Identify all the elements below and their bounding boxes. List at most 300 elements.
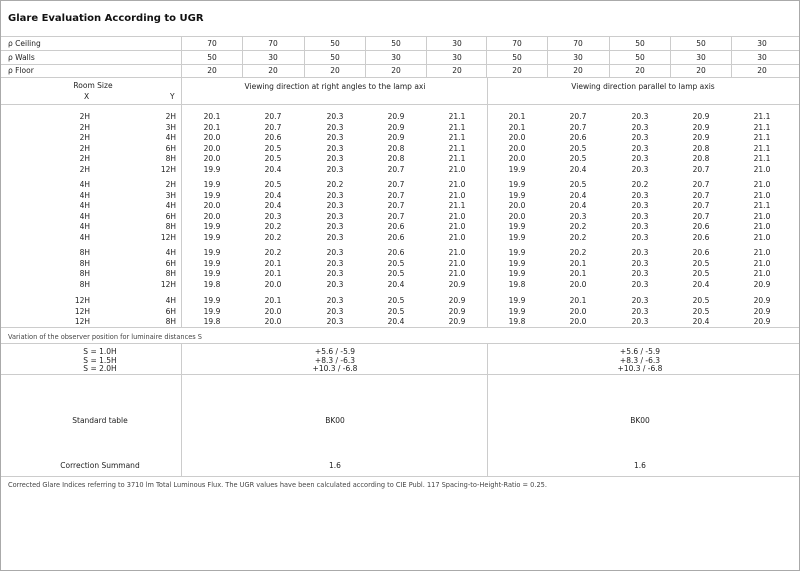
value-cell: 30 [391, 53, 401, 62]
room-y: 2H [165, 180, 176, 189]
value-cell: 20.4 [569, 190, 587, 200]
value-cell: 20.0 [508, 201, 526, 210]
divider [1, 50, 799, 51]
correction-right: 1.6 [634, 461, 646, 470]
room-y: 4H [165, 201, 176, 210]
value-cell: 20.1 [264, 296, 282, 305]
value-cell: 20.4 [387, 279, 405, 289]
value-cell: 19.9 [203, 269, 221, 278]
value-cell: 20.6 [692, 248, 710, 257]
room-x: 2H [79, 122, 90, 132]
value-cell: 20.9 [692, 122, 710, 132]
value-cell: 20.3 [631, 306, 649, 316]
value-cell: 20.8 [387, 143, 405, 153]
value-cell: 20 [452, 66, 462, 75]
divider [1, 476, 799, 477]
divider [1, 36, 799, 37]
value-cell: 20.6 [692, 222, 710, 231]
value-cell: 30 [757, 53, 767, 62]
value-cell: 50 [635, 53, 645, 62]
value-cell: 19.9 [203, 232, 221, 242]
value-cell: 20.1 [203, 112, 221, 121]
value-cell: 20.3 [631, 112, 649, 121]
divider [487, 77, 488, 327]
value-cell: 19.9 [508, 269, 526, 278]
room-y: 12H [160, 279, 176, 289]
value-cell: 20.3 [631, 154, 649, 163]
x-header: X [84, 92, 90, 101]
room-x: 2H [79, 112, 90, 121]
standard-table-right: BK00 [630, 416, 650, 425]
variation-left: +8.3 / -6.3 [314, 355, 356, 365]
value-cell: 20.0 [203, 133, 221, 142]
value-cell: 20.5 [387, 296, 405, 305]
value-cell: 19.9 [508, 248, 526, 257]
value-cell: 21.0 [753, 164, 771, 174]
room-x: 4H [79, 222, 90, 231]
value-cell: 20.3 [326, 306, 344, 316]
value-cell: 20.9 [387, 112, 405, 121]
value-cell: 20.3 [631, 190, 649, 200]
value-cell: 21.0 [448, 180, 466, 189]
divider [1, 77, 799, 78]
value-cell: 21.1 [448, 112, 466, 121]
room-y: 12H [160, 232, 176, 242]
room-x: 2H [79, 133, 90, 142]
value-cell: 70 [207, 39, 217, 48]
value-cell: 20.5 [692, 258, 710, 268]
value-cell: 20.3 [631, 143, 649, 153]
value-cell: 20 [696, 66, 706, 75]
value-cell: 20.3 [631, 211, 649, 221]
value-cell: 21.0 [448, 258, 466, 268]
value-cell: 20.1 [508, 122, 526, 132]
value-cell: 20.1 [569, 269, 587, 278]
value-cell: 20.9 [753, 306, 771, 316]
value-cell: 19.9 [508, 296, 526, 305]
variation-s: S = 2.0H [83, 364, 117, 373]
divider [181, 77, 182, 327]
value-cell: 21.0 [448, 211, 466, 221]
value-cell: 20.9 [448, 317, 466, 326]
value-cell: 21.0 [448, 269, 466, 278]
value-cell: 20.4 [387, 317, 405, 326]
room-x: 12H [74, 306, 90, 316]
value-cell: 21.0 [753, 258, 771, 268]
value-cell: 20.3 [631, 248, 649, 257]
room-x: 2H [79, 143, 90, 153]
value-cell: 20.3 [264, 211, 282, 221]
room-x: 2H [79, 154, 90, 163]
value-cell: 21.0 [448, 164, 466, 174]
value-cell: 50 [330, 53, 340, 62]
value-cell: 20.0 [203, 201, 221, 210]
divider [1, 104, 799, 105]
value-cell: 20.0 [264, 306, 282, 316]
room-y: 8H [165, 317, 176, 326]
room-y: 8H [165, 222, 176, 231]
value-cell: 20 [207, 66, 217, 75]
value-cell: 20.5 [264, 180, 282, 189]
value-cell: 20.7 [692, 211, 710, 221]
value-cell: 20.2 [569, 248, 587, 257]
value-cell: 20 [330, 66, 340, 75]
divider [547, 36, 548, 77]
value-cell: 20.9 [692, 112, 710, 121]
value-cell: 19.9 [203, 296, 221, 305]
standard-table-left: BK00 [325, 416, 345, 425]
value-cell: 21.0 [753, 269, 771, 278]
value-cell: 21.1 [753, 201, 771, 210]
value-cell: 20.3 [631, 122, 649, 132]
value-cell: 20.9 [448, 306, 466, 316]
value-cell: 20.3 [326, 164, 344, 174]
divider [1, 374, 799, 375]
room-x: 8H [79, 269, 90, 278]
value-cell: 19.9 [508, 190, 526, 200]
reflectance-label: ρ Walls [8, 53, 35, 62]
value-cell: 20.3 [326, 154, 344, 163]
value-cell: 20.7 [692, 201, 710, 210]
value-cell: 20.2 [264, 222, 282, 231]
value-cell: 20.3 [631, 232, 649, 242]
room-y: 2H [165, 112, 176, 121]
room-y: 3H [165, 122, 176, 132]
value-cell: 19.8 [203, 317, 221, 326]
value-cell: 21.1 [448, 133, 466, 142]
value-cell: 20.3 [569, 211, 587, 221]
room-y: 8H [165, 269, 176, 278]
value-cell: 20.8 [692, 154, 710, 163]
value-cell: 20.3 [631, 296, 649, 305]
value-cell: 20.5 [692, 306, 710, 316]
divider [486, 36, 487, 77]
value-cell: 20.5 [692, 296, 710, 305]
value-cell: 20.3 [326, 190, 344, 200]
value-cell: 20.5 [569, 154, 587, 163]
variation-left: +10.3 / -6.8 [312, 364, 358, 373]
value-cell: 19.8 [508, 279, 526, 289]
value-cell: 20.0 [264, 317, 282, 326]
room-x: 4H [79, 201, 90, 210]
value-cell: 20.3 [631, 133, 649, 142]
value-cell: 30 [452, 53, 462, 62]
value-cell: 20.2 [264, 248, 282, 257]
room-y: 4H [165, 248, 176, 257]
value-cell: 20.1 [264, 269, 282, 278]
value-cell: 20.7 [387, 164, 405, 174]
value-cell: 21.0 [753, 222, 771, 231]
divider [181, 36, 182, 77]
value-cell: 20.3 [326, 222, 344, 231]
value-cell: 30 [268, 53, 278, 62]
divider [487, 343, 488, 476]
value-cell: 20.9 [448, 279, 466, 289]
value-cell: 19.9 [203, 306, 221, 316]
value-cell: 21.0 [753, 248, 771, 257]
value-cell: 20.7 [387, 201, 405, 210]
value-cell: 20.9 [387, 133, 405, 142]
value-cell: 70 [268, 39, 278, 48]
room-x: 4H [79, 232, 90, 242]
value-cell: 50 [512, 53, 522, 62]
value-cell: 21.1 [448, 201, 466, 210]
value-cell: 20.3 [326, 201, 344, 210]
value-cell: 20.5 [387, 306, 405, 316]
value-cell: 19.9 [508, 180, 526, 189]
value-cell: 20.3 [631, 164, 649, 174]
room-x: 4H [79, 211, 90, 221]
value-cell: 21.0 [448, 222, 466, 231]
room-x: 8H [79, 258, 90, 268]
value-cell: 30 [452, 39, 462, 48]
room-x: 8H [79, 279, 90, 289]
value-cell: 20.4 [692, 317, 710, 326]
value-cell: 20 [268, 66, 278, 75]
value-cell: 21.1 [753, 112, 771, 121]
value-cell: 19.9 [508, 164, 526, 174]
room-y: 4H [165, 133, 176, 142]
value-cell: 21.0 [753, 180, 771, 189]
value-cell: 20.2 [326, 180, 344, 189]
value-cell: 20.6 [692, 232, 710, 242]
value-cell: 19.8 [508, 317, 526, 326]
value-cell: 20 [512, 66, 522, 75]
variation-label: Variation of the observer position for luminaire distances S [8, 333, 202, 341]
room-y: 6H [165, 211, 176, 221]
value-cell: 20.0 [569, 279, 587, 289]
value-cell: 20.7 [264, 112, 282, 121]
room-x: 12H [74, 296, 90, 305]
value-cell: 21.1 [448, 122, 466, 132]
standard-table-label: Standard table [72, 416, 128, 425]
value-cell: 20.9 [387, 122, 405, 132]
divider [609, 36, 610, 77]
value-cell: 20.0 [264, 279, 282, 289]
value-cell: 20 [391, 66, 401, 75]
value-cell: 21.0 [753, 190, 771, 200]
value-cell: 20.9 [753, 279, 771, 289]
value-cell: 20.4 [569, 201, 587, 210]
value-cell: 20.4 [569, 164, 587, 174]
value-cell: 20.3 [631, 279, 649, 289]
value-cell: 20.3 [326, 143, 344, 153]
value-cell: 20.9 [753, 317, 771, 326]
divider [365, 36, 366, 77]
value-cell: 30 [757, 39, 767, 48]
value-cell: 20.7 [569, 112, 587, 121]
value-cell: 20.7 [692, 190, 710, 200]
value-cell: 20.3 [326, 211, 344, 221]
value-cell: 20.7 [569, 122, 587, 132]
value-cell: 70 [512, 39, 522, 48]
value-cell: 21.0 [448, 190, 466, 200]
footer-note: Corrected Glare Indices referring to 3710 lm Total Luminous Flux. The UGR values have been calculated according to CIE Publ. 117 Spacing-to-Height-Ratio = 0.25. [8, 481, 547, 489]
value-cell: 20.6 [387, 222, 405, 231]
divider [181, 343, 182, 476]
room-x: 4H [79, 180, 90, 189]
room-x: 4H [79, 190, 90, 200]
page-title: Glare Evaluation According to UGR [8, 13, 204, 24]
value-cell: 20.6 [264, 133, 282, 142]
value-cell: 21.1 [753, 154, 771, 163]
divider [1, 64, 799, 65]
value-cell: 21.0 [448, 248, 466, 257]
value-cell: 20.0 [508, 211, 526, 221]
value-cell: 21.1 [448, 154, 466, 163]
value-cell: 20.6 [569, 133, 587, 142]
reflectance-label: ρ Ceiling [8, 39, 41, 48]
value-cell: 21.1 [448, 143, 466, 153]
value-cell: 20.3 [326, 269, 344, 278]
value-cell: 20.0 [203, 143, 221, 153]
value-cell: 20.5 [569, 180, 587, 189]
value-cell: 30 [696, 53, 706, 62]
value-cell: 20.9 [692, 133, 710, 142]
divider [426, 36, 427, 77]
value-cell: 21.1 [753, 133, 771, 142]
divider [304, 36, 305, 77]
value-cell: 20.1 [508, 112, 526, 121]
value-cell: 19.9 [508, 222, 526, 231]
value-cell: 20.3 [631, 269, 649, 278]
header-right-angles: Viewing direction at right angles to the lamp axi [244, 82, 426, 91]
divider [1, 343, 799, 344]
correction-left: 1.6 [329, 461, 341, 470]
value-cell: 20.2 [569, 232, 587, 242]
value-cell: 20.3 [631, 258, 649, 268]
room-x: 12H [74, 317, 90, 326]
value-cell: 50 [207, 53, 217, 62]
value-cell: 20.6 [387, 232, 405, 242]
value-cell: 20.3 [326, 317, 344, 326]
value-cell: 20.5 [387, 269, 405, 278]
variation-left: +5.6 / -5.9 [314, 347, 356, 356]
variation-right: +8.3 / -6.3 [619, 355, 661, 365]
value-cell: 20.3 [326, 279, 344, 289]
value-cell: 20 [573, 66, 583, 75]
divider [731, 36, 732, 77]
correction-label: Correction Summand [60, 461, 140, 470]
value-cell: 19.9 [203, 258, 221, 268]
variation-s: S = 1.0H [83, 347, 117, 356]
variation-right: +10.3 / -6.8 [617, 364, 663, 373]
value-cell: 20.5 [264, 143, 282, 153]
value-cell: 20.3 [326, 112, 344, 121]
room-y: 12H [160, 164, 176, 174]
room-y: 3H [165, 190, 176, 200]
value-cell: 20.5 [692, 269, 710, 278]
value-cell: 20.2 [264, 232, 282, 242]
value-cell: 20.1 [569, 296, 587, 305]
value-cell: 20.4 [264, 201, 282, 210]
value-cell: 20.9 [448, 296, 466, 305]
value-cell: 20.0 [508, 143, 526, 153]
value-cell: 20.5 [264, 154, 282, 163]
value-cell: 20.8 [692, 143, 710, 153]
value-cell: 20.0 [508, 133, 526, 142]
room-y: 6H [165, 143, 176, 153]
variation-right: +5.6 / -5.9 [619, 347, 661, 356]
value-cell: 20.4 [264, 190, 282, 200]
value-cell: 20.3 [631, 317, 649, 326]
value-cell: 20.0 [508, 154, 526, 163]
value-cell: 20.7 [387, 180, 405, 189]
value-cell: 70 [573, 39, 583, 48]
value-cell: 20.6 [387, 248, 405, 257]
value-cell: 19.8 [203, 279, 221, 289]
header-parallel: Viewing direction parallel to lamp axis [571, 82, 715, 91]
room-y: 6H [165, 258, 176, 268]
value-cell: 21.0 [448, 232, 466, 242]
value-cell: 50 [635, 39, 645, 48]
value-cell: 20.3 [631, 201, 649, 210]
value-cell: 20.9 [753, 296, 771, 305]
room-size-header: Room Size [73, 81, 113, 90]
value-cell: 20.3 [326, 258, 344, 268]
value-cell: 20.7 [264, 122, 282, 132]
value-cell: 20.7 [692, 164, 710, 174]
value-cell: 20.3 [326, 248, 344, 257]
room-x: 8H [79, 248, 90, 257]
value-cell: 20.3 [326, 296, 344, 305]
value-cell: 20.0 [203, 211, 221, 221]
value-cell: 19.9 [508, 306, 526, 316]
value-cell: 19.9 [203, 164, 221, 174]
value-cell: 19.9 [203, 248, 221, 257]
variation-s: S = 1.5H [83, 355, 117, 365]
value-cell: 20.5 [387, 258, 405, 268]
value-cell: 20.0 [203, 154, 221, 163]
value-cell: 20.0 [569, 317, 587, 326]
value-cell: 19.9 [203, 222, 221, 231]
room-x: 2H [79, 164, 90, 174]
value-cell: 20.5 [569, 143, 587, 153]
value-cell: 20.8 [387, 154, 405, 163]
value-cell: 20.3 [326, 122, 344, 132]
value-cell: 20.1 [264, 258, 282, 268]
room-y: 8H [165, 154, 176, 163]
divider [1, 327, 799, 328]
value-cell: 20.3 [326, 232, 344, 242]
value-cell: 21.0 [753, 211, 771, 221]
value-cell: 20.4 [692, 279, 710, 289]
value-cell: 20.7 [387, 211, 405, 221]
divider [670, 36, 671, 77]
value-cell: 19.9 [508, 258, 526, 268]
value-cell: 19.9 [203, 180, 221, 189]
divider [242, 36, 243, 77]
value-cell: 50 [696, 39, 706, 48]
value-cell: 20.7 [692, 180, 710, 189]
value-cell: 20.2 [569, 222, 587, 231]
value-cell: 21.0 [753, 232, 771, 242]
value-cell: 20.3 [326, 133, 344, 142]
value-cell: 20.7 [387, 190, 405, 200]
value-cell: 21.1 [753, 122, 771, 132]
value-cell: 20.0 [569, 306, 587, 316]
value-cell: 20.1 [203, 122, 221, 132]
reflectance-label: ρ Floor [8, 66, 34, 75]
value-cell: 50 [330, 39, 340, 48]
value-cell: 20 [757, 66, 767, 75]
value-cell: 19.9 [508, 232, 526, 242]
value-cell: 30 [573, 53, 583, 62]
value-cell: 19.9 [203, 190, 221, 200]
room-y: 4H [165, 296, 176, 305]
value-cell: 50 [391, 39, 401, 48]
value-cell: 20.4 [264, 164, 282, 174]
